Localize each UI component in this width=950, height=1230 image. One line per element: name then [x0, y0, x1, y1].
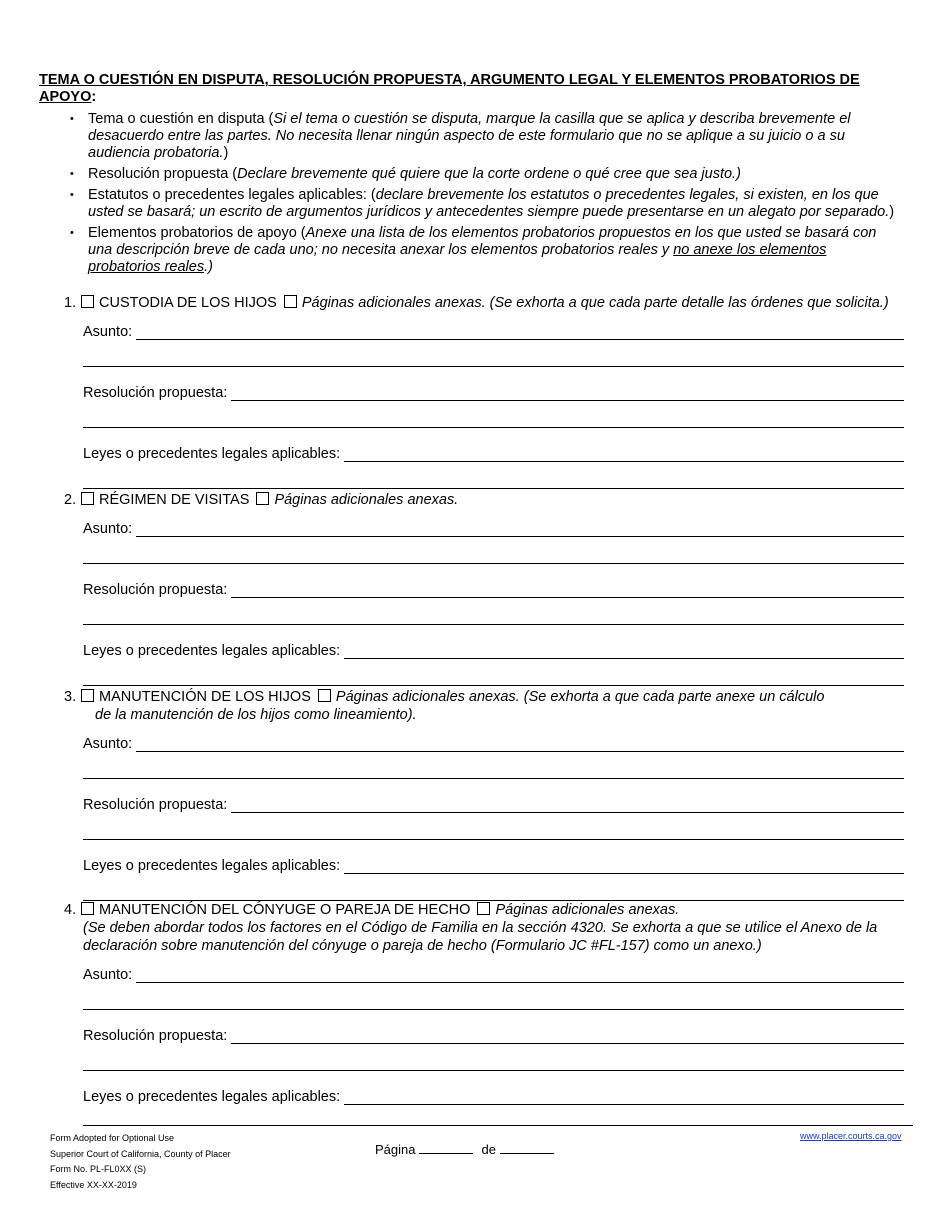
field-label: Resolución propuesta: — [83, 797, 228, 813]
field-extra-line[interactable] — [83, 685, 904, 686]
instruction-lead: Resolución propuesta ( — [88, 166, 238, 182]
footer-line: Form No. PL-FL0XX (S) — [50, 1164, 147, 1174]
field-label: Asunto: — [83, 521, 133, 537]
instruction-close: ) — [223, 145, 229, 161]
field-line[interactable] — [344, 1092, 904, 1105]
field-extra-line[interactable] — [83, 839, 904, 840]
section-subnote-text: de la manutención de los hijos como lineamiento). — [95, 707, 417, 723]
section-heading — [64, 491, 904, 509]
court-website-link[interactable]: www.placer.courts.ca.gov — [800, 1131, 902, 1141]
field-extra-line[interactable] — [83, 488, 904, 489]
attachments-checkbox[interactable] — [284, 295, 297, 308]
proposed-resolution-field[interactable] — [83, 383, 904, 401]
page-title — [39, 72, 909, 106]
instruction-close: ) — [889, 204, 895, 220]
section-heading — [64, 688, 904, 706]
field-label: Leyes o precedentes legales aplicables: — [83, 1089, 341, 1105]
field-label: Asunto: — [83, 967, 133, 983]
attachments-note: Páginas adicionales anexas. (Se exhorta a que cada parte detalle las órdenes que solicita.) — [301, 295, 889, 311]
footer-line: Form Adopted for Optional Use — [50, 1133, 175, 1143]
footer-line: Superior Court of California, County of Placer — [50, 1148, 231, 1159]
section-visitation — [64, 491, 904, 686]
bullet-icon: • — [70, 168, 74, 180]
section-number: 2. — [64, 492, 77, 508]
page-label: Página — [375, 1142, 416, 1157]
field-line[interactable] — [344, 861, 904, 874]
issue-field[interactable] — [83, 965, 904, 983]
instruction-italic: Si el tema o cuestión se disputa, marque la casilla que se aplica y describa brevemente el desacuerdo entre las partes. No necesita llenar ningún aspecto de este formulario que no se aplique a su juicio o a su audiencia probatoria. — [88, 111, 851, 161]
instruction-tail: .) — [204, 259, 213, 275]
applicable-law-field[interactable] — [83, 444, 904, 462]
field-line[interactable] — [136, 970, 904, 983]
issue-checkbox[interactable] — [81, 689, 94, 702]
bullet-icon: • — [70, 227, 74, 239]
section-title: RÉGIMEN DE VISITAS — [99, 492, 250, 508]
section-subnote-text: (Se deben abordar todos los factores en el Código de Familia en la sección 4320. Se exhorta a que se utilice el Anexo de la declaración sobre manutención del cónyuge o pareja de hecho (Formulario JC #FL-157) como un anexo.) — [83, 920, 878, 954]
instruction-lead: Tema o cuestión en disputa ( — [88, 111, 274, 127]
issue-field[interactable] — [83, 322, 904, 340]
attachments-checkbox[interactable] — [256, 492, 269, 505]
applicable-law-field[interactable] — [83, 1087, 904, 1105]
instruction-lead: Elementos probatorios de apoyo ( — [88, 225, 306, 241]
issue-field[interactable] — [83, 734, 904, 752]
bullet-icon: • — [70, 113, 74, 125]
proposed-resolution-field[interactable] — [83, 580, 904, 598]
field-extra-line[interactable] — [83, 1070, 904, 1071]
section-number: 1. — [64, 295, 77, 311]
section-heading — [64, 901, 904, 919]
field-line[interactable] — [136, 327, 904, 340]
field-label: Resolución propuesta: — [83, 582, 228, 598]
field-line[interactable] — [231, 388, 904, 401]
section-title: MANUTENCIÓN DEL CÓNYUGE O PAREJA DE HECHO — [99, 902, 471, 918]
footer-line: Effective XX-XX-2019 — [50, 1179, 137, 1190]
field-line[interactable] — [136, 739, 904, 752]
issue-checkbox[interactable] — [81, 295, 94, 308]
field-label: Leyes o precedentes legales aplicables: — [83, 446, 341, 462]
attachments-note: Páginas adicionales anexas. (Se exhorta a que cada parte anexe un cálculo — [335, 689, 825, 705]
instruction-italic: Declare brevemente qué quiere que la corte ordene o qué cree que sea justo.) — [237, 166, 741, 182]
field-line[interactable] — [231, 585, 904, 598]
footer-form-info — [50, 1131, 231, 1193]
field-label: Asunto: — [83, 324, 133, 340]
page-total-blank[interactable] — [500, 1152, 554, 1154]
instruction-italic: Anexe una lista de los elementos probatorios propuestos en los que usted se basará con una descripción breve de cada uno; no necesita anexar los elementos probatorios reales y — [88, 225, 877, 258]
instruction-item — [68, 111, 898, 162]
applicable-law-field[interactable] — [83, 856, 904, 874]
applicable-law-field[interactable] — [83, 641, 904, 659]
section-title: MANUTENCIÓN DE LOS HIJOS — [99, 689, 311, 705]
section-child-support — [64, 688, 904, 901]
section-child-custody — [64, 294, 904, 489]
page-number — [375, 1142, 554, 1157]
issue-checkbox[interactable] — [81, 492, 94, 505]
field-line[interactable] — [344, 449, 904, 462]
page-number-blank[interactable] — [419, 1152, 473, 1154]
section-spousal-support — [64, 901, 904, 1105]
section-subnote — [64, 919, 883, 955]
field-label: Resolución propuesta: — [83, 385, 228, 401]
proposed-resolution-field[interactable] — [83, 1026, 904, 1044]
section-heading — [64, 294, 904, 312]
field-extra-line[interactable] — [83, 778, 904, 779]
field-line[interactable] — [231, 800, 904, 813]
instructions-list — [68, 111, 898, 280]
page-title-text: TEMA O CUESTIÓN EN DISPUTA, RESOLUCIÓN PROPUESTA, ARGUMENTO LEGAL Y ELEMENTOS PROBATORIOS DE APOYO — [39, 72, 860, 105]
field-extra-line[interactable] — [83, 1009, 904, 1010]
proposed-resolution-field[interactable] — [83, 795, 904, 813]
section-number: 3. — [64, 689, 77, 705]
field-line[interactable] — [344, 646, 904, 659]
attachments-note: Páginas adicionales anexas. — [274, 492, 459, 508]
field-extra-line[interactable] — [83, 366, 904, 367]
attachments-checkbox[interactable] — [318, 689, 331, 702]
field-extra-line[interactable] — [83, 624, 904, 625]
footer-divider — [83, 1125, 913, 1126]
field-label: Asunto: — [83, 736, 133, 752]
field-extra-line[interactable] — [83, 563, 904, 564]
instruction-item — [68, 187, 898, 221]
of-label: de — [481, 1142, 496, 1157]
page-title-colon: : — [91, 89, 97, 105]
instruction-italic: declare brevemente los estatutos o precedentes legales, si existen, en los que usted se basará; un escrito de argumentos jurídicos y antecedentes siempre puede presentarse en un alegato por separado. — [88, 187, 890, 220]
attachments-note: Páginas adicionales anexas. — [495, 902, 680, 918]
field-label: Leyes o precedentes legales aplicables: — [83, 858, 341, 874]
field-extra-line[interactable] — [83, 427, 904, 428]
section-subnote — [64, 706, 904, 724]
instruction-item — [68, 225, 898, 276]
attachments-checkbox[interactable] — [477, 902, 490, 915]
field-label: Leyes o precedentes legales aplicables: — [83, 643, 341, 659]
field-line[interactable] — [231, 1031, 904, 1044]
instruction-item — [68, 166, 898, 183]
bullet-icon: • — [70, 189, 74, 201]
section-title: CUSTODIA DE LOS HIJOS — [99, 295, 277, 311]
instruction-underlined: no anexe los elementos probatorios reales — [88, 242, 827, 275]
field-line[interactable] — [136, 524, 904, 537]
issue-field[interactable] — [83, 519, 904, 537]
issue-checkbox[interactable] — [81, 902, 94, 915]
field-label: Resolución propuesta: — [83, 1028, 228, 1044]
section-number: 4. — [64, 902, 77, 918]
instruction-lead: Estatutos o precedentes legales aplicables: ( — [88, 187, 376, 203]
